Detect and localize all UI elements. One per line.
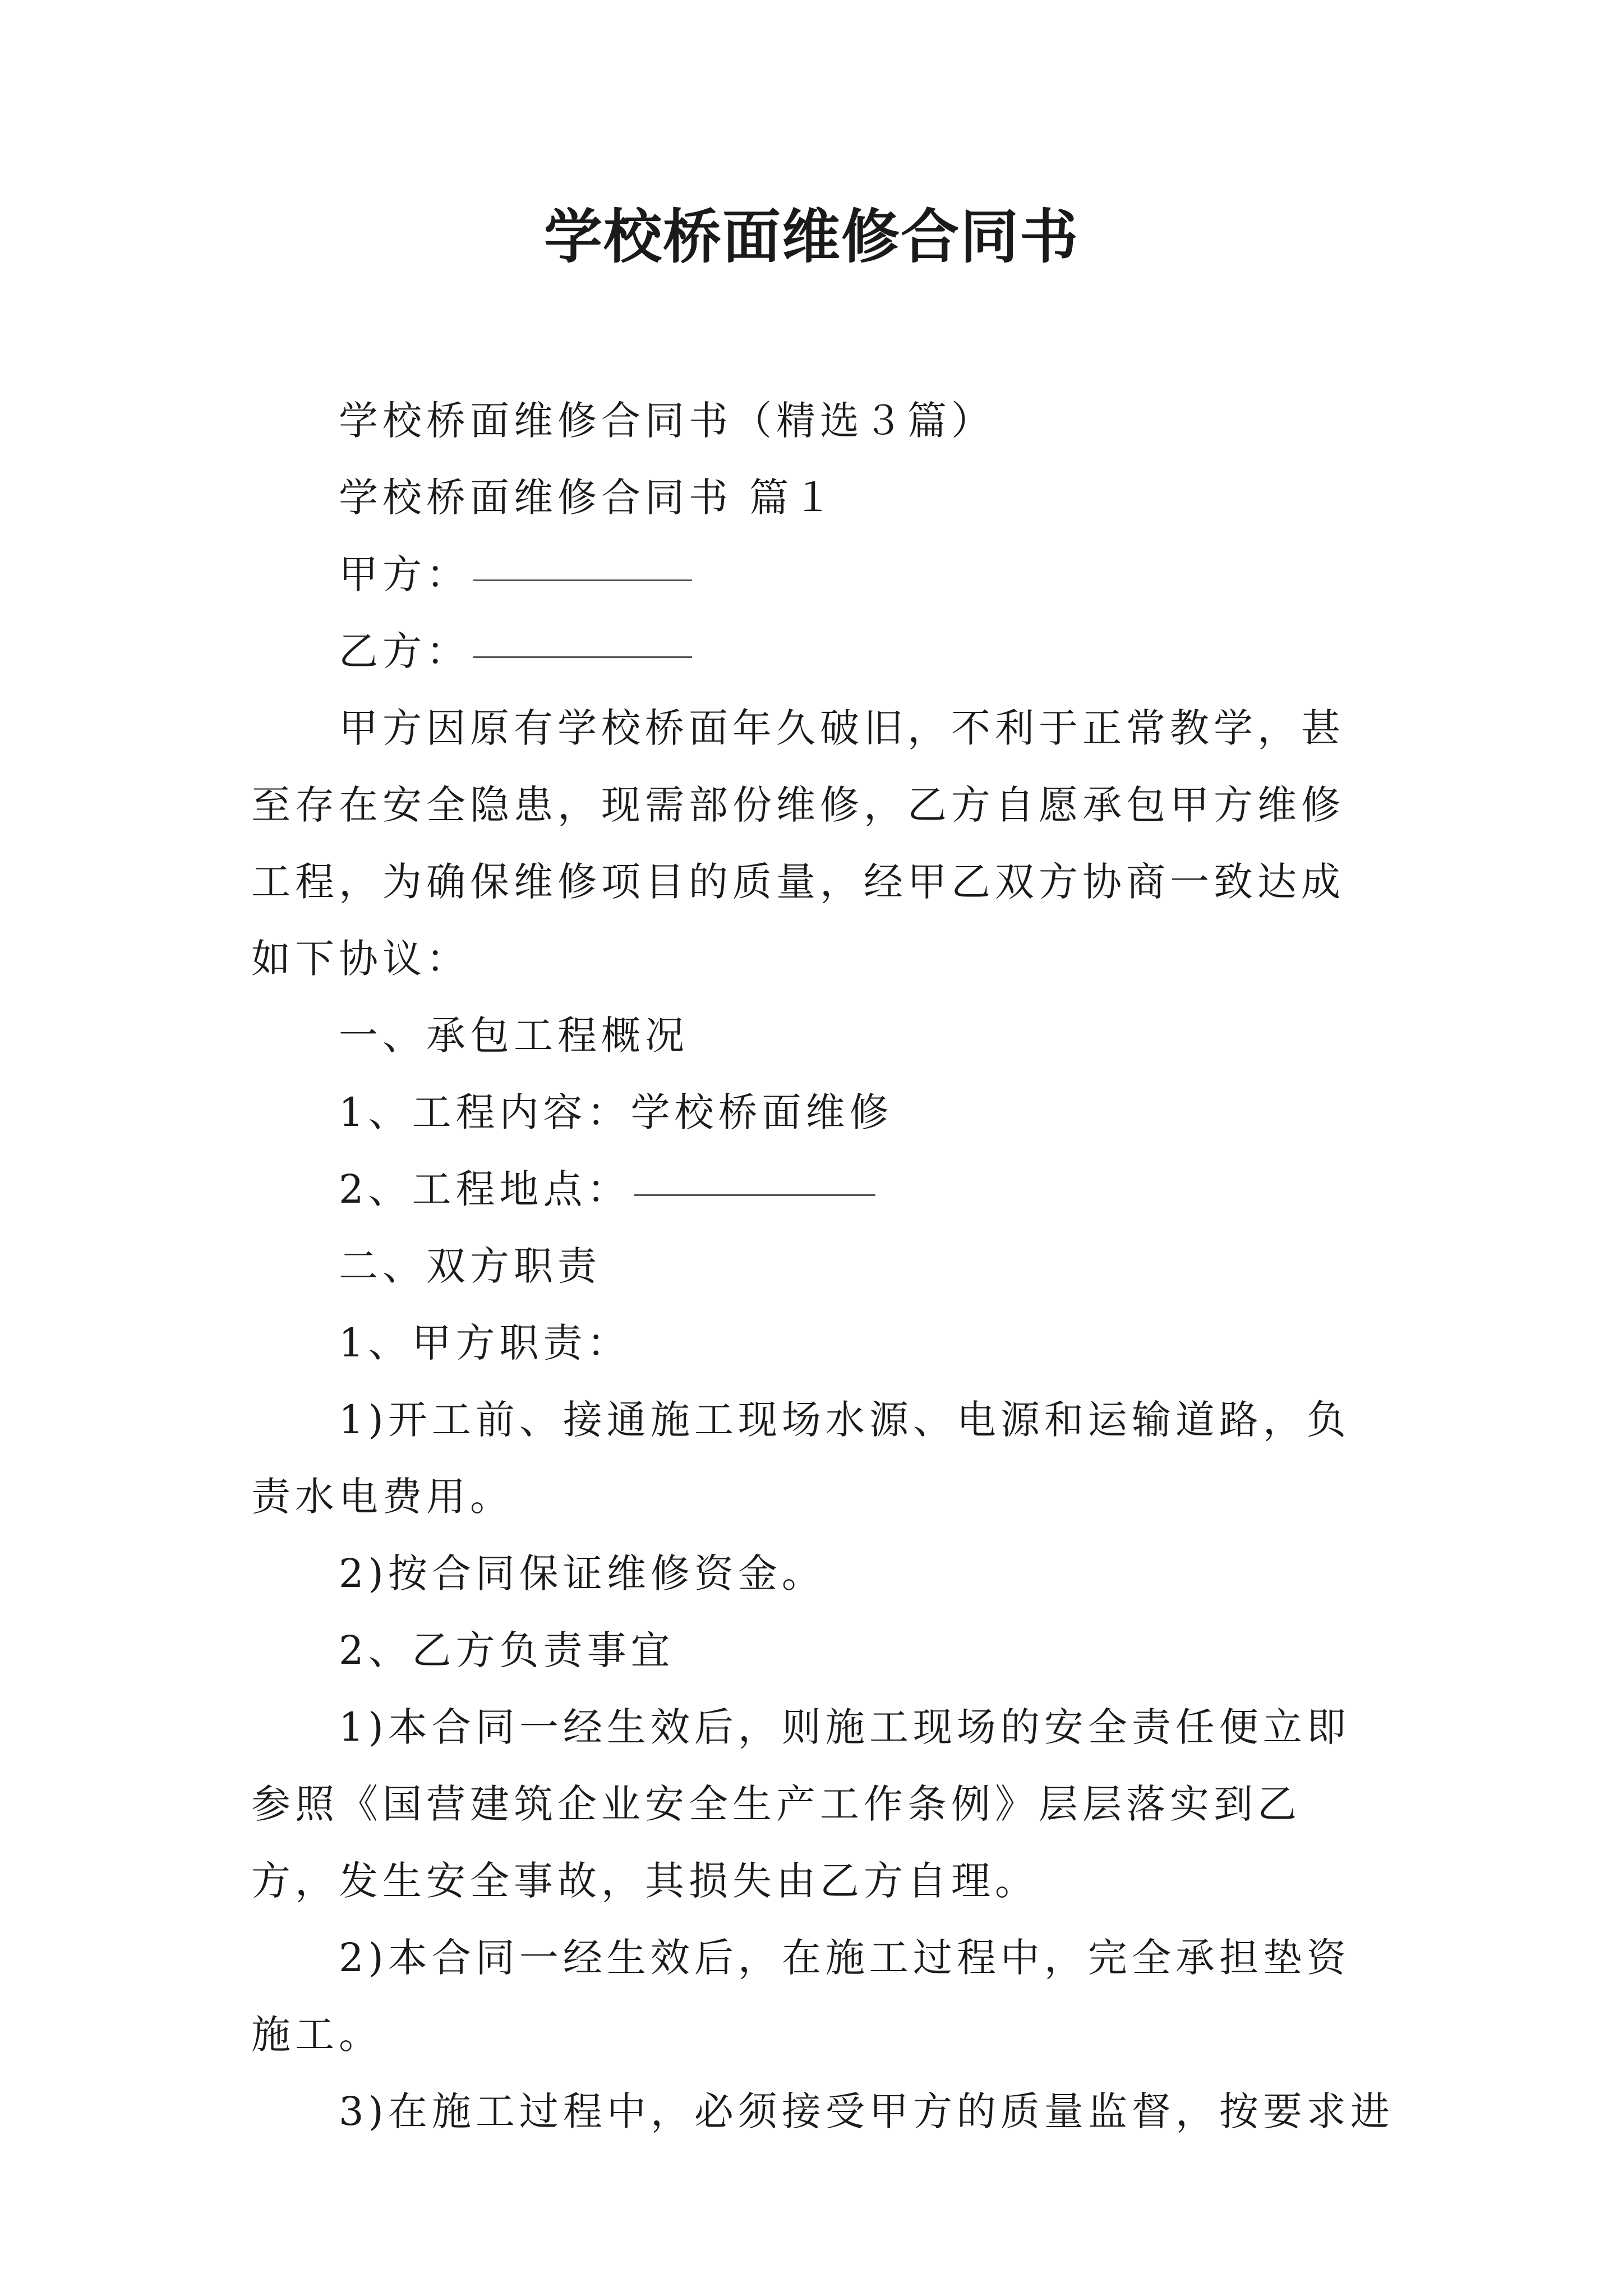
document-title: 学校桥面维修合同书 [543, 203, 1079, 271]
party-b-line [251, 613, 1378, 690]
section-2-heading: 二、双方职责 [339, 1243, 601, 1289]
section-2-item-1: 1、甲方职责： [339, 1320, 631, 1366]
party-b-duty-3: 3)在施工过程中，必须接受甲方的质量监督，按要求进 [339, 2088, 1394, 2134]
location-blank [634, 1194, 875, 1196]
party-a-duty-1: 1)开工前、接通施工现场水源、电源和运输道路，负责水电费用。 [251, 1397, 1350, 1520]
party-b-label: 乙方： [339, 628, 470, 674]
party-a-line [251, 536, 1378, 613]
subtitle: 学校桥面维修合同书（精选３篇） [339, 398, 995, 444]
party-a-duty-2: 2)按合同保证维修资金。 [339, 1550, 826, 1596]
intro-paragraph: 甲方因原有学校桥面年久破旧，不利于正常教学，甚至存在安全隐患，现需部份维修，乙方自愿承包甲方维修工程，为确保维修项目的质量，经甲乙双方协商一致达成如下协议： [251, 705, 1345, 982]
section-1-heading: 一、承包工程概况 [339, 1013, 689, 1059]
party-b-duty-1: 1)本合同一经生效后，则施工现场的安全责任便立即参照《国营建筑企业安全生产工作条例》层层落实到乙方，发生安全事故，其损失由乙方自理。 [251, 1704, 1350, 1904]
section-1-item-2: 2、工程地点： [339, 1166, 631, 1212]
section-1-item-1: 1、工程内容：学校桥面维修 [339, 1089, 893, 1135]
party-b-blank [473, 656, 692, 658]
party-a-blank [473, 579, 692, 581]
piece-heading: 学校桥面维修合同书 篇１ [339, 475, 837, 521]
section-1-item-2-line [251, 1151, 1378, 1228]
party-b-duty-2: 2)本合同一经生效后，在施工过程中，完全承担垫资施工。 [251, 1935, 1350, 2058]
section-2-item-2: 2、乙方负责事宜 [339, 1627, 675, 1673]
party-a-label: 甲方： [339, 551, 470, 597]
document-body [251, 383, 1394, 2150]
